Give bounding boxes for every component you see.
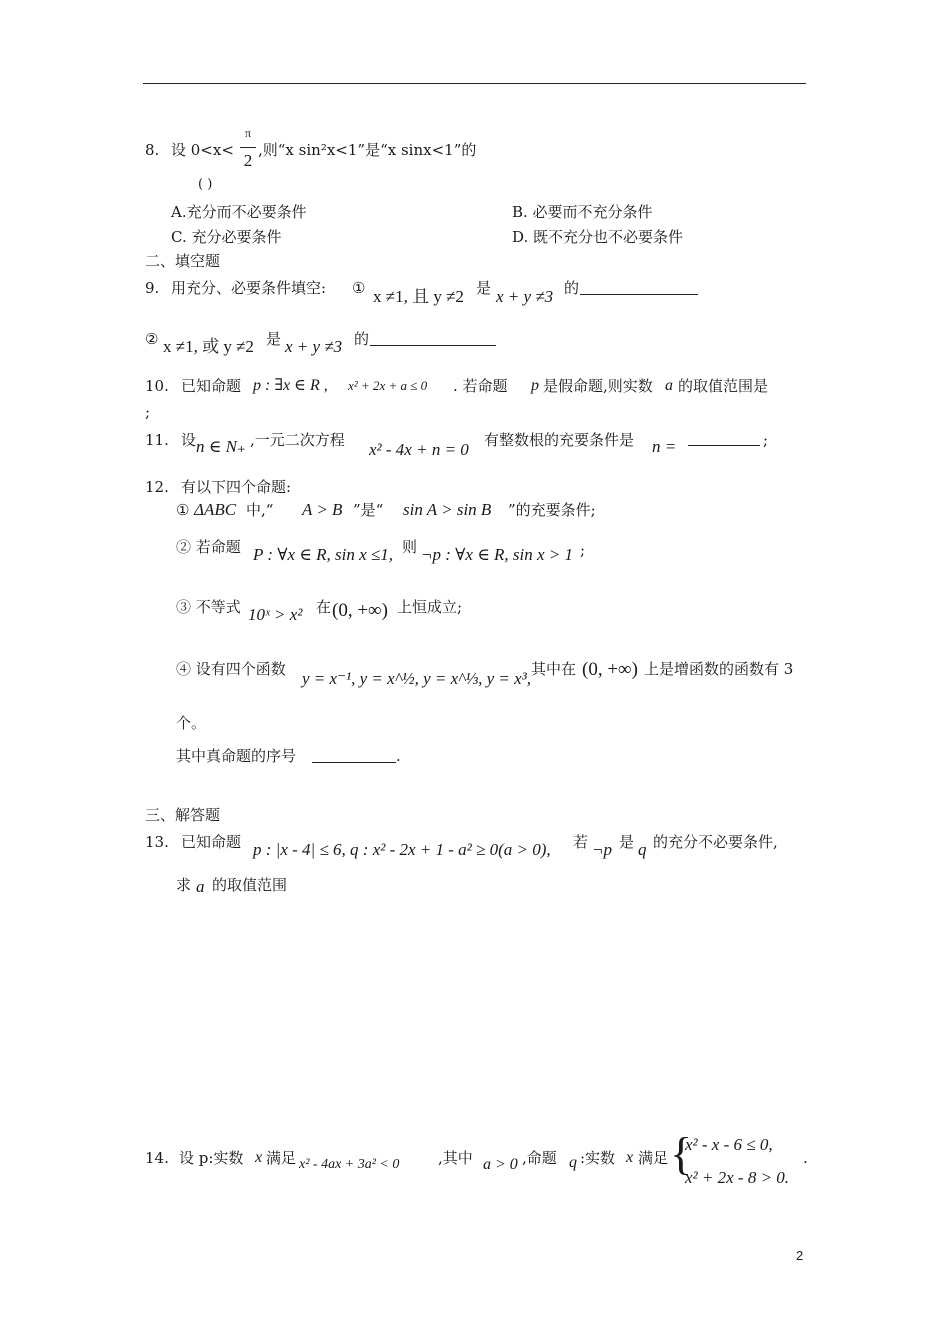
q12-s3-ineq: 10ˣ > x² <box>248 605 303 624</box>
q8-number: 8. <box>145 141 160 159</box>
q12-answer-prompt: 其中真命题的序号 <box>176 747 297 765</box>
q9-de-1: 的 <box>564 279 580 297</box>
q8-frac-bar <box>240 147 256 148</box>
q13-text-3: 是 <box>619 833 635 851</box>
q8-stem-prefix: 设 0<x< <box>171 141 234 159</box>
q10-text-3: 是假命题,则实数 <box>543 377 653 395</box>
q9-lead: 用充分、必要条件填空: <box>171 279 327 297</box>
q9-circle-1: ① <box>352 279 366 297</box>
q13-number: 13. <box>145 833 169 851</box>
q11-answer-blank <box>688 431 760 446</box>
q8-stem-suffix: ,则“x sin²x<1”是“x sinx<1”的 <box>258 141 477 159</box>
q14-x-1: x <box>255 1149 263 1166</box>
q12-s3-c: 上恒成立; <box>397 598 463 616</box>
q10-inequality: x² + 2x + a ≤ 0 <box>348 378 428 393</box>
q13-not-p: ¬p <box>592 840 612 859</box>
q12-s4-functions: y = x⁻¹, y = x^½, y = x^⅓, y = x³, <box>302 669 532 688</box>
q8-option-d: D. 既不充分也不必要条件 <box>512 228 684 246</box>
q9-condition-2: x ≠1, 或 y ≠2 <box>163 337 254 356</box>
q14-text-2: 满足 <box>266 1149 297 1167</box>
q8-option-a: A.充分而不必要条件 <box>171 203 307 221</box>
q8-frac-numerator: π <box>244 126 252 140</box>
section-3-heading: 三、解答题 <box>145 806 221 824</box>
q12-s3-b: 在 <box>316 598 332 616</box>
q9-is-1: 是 <box>476 279 492 297</box>
q8-frac-denominator: 2 <box>243 151 253 170</box>
q12-s2-c: ; <box>580 541 586 559</box>
q9-de-2: 的 <box>354 330 370 348</box>
q12-s2-negation: ¬p : ∀x ∈ R, sin x > 1 <box>421 545 574 564</box>
q10-text-5: ; <box>145 403 151 421</box>
q14-text-7: . <box>803 1149 808 1167</box>
q13-a: a <box>196 877 205 896</box>
q12-s1-d: ”的充要条件; <box>508 501 596 519</box>
q12-answer-blank <box>312 748 396 763</box>
q12-s2-a: ② 若命题 <box>176 538 241 556</box>
q13-text-5: 求 <box>176 876 192 894</box>
header-rule <box>143 83 806 84</box>
q12-s3-interval: (0, +∞) <box>332 600 388 621</box>
q14-inequality: x² - 4ax + 3a² < 0 <box>299 1157 400 1172</box>
q13-q: q <box>638 840 647 859</box>
q13-text-4: 的充分不必要条件, <box>653 833 778 851</box>
q10-text-2: . 若命题 <box>453 377 508 395</box>
q14-x-2: x <box>626 1149 634 1166</box>
q12-s4-d: 个。 <box>176 714 207 732</box>
section-2-heading: 二、填空题 <box>145 252 221 270</box>
q13-text-1: 已知命题 <box>181 833 242 851</box>
q13-conditions: p : |x - 4| ≤ 6, q : x² - 2x + 1 - a² ≥ 0(a > 0), <box>253 840 551 859</box>
q9-target-1: x + y ≠3 <box>496 287 554 306</box>
q12-s1-b: 中,“ <box>246 501 274 519</box>
q14-text-3: ,其中 <box>438 1149 473 1167</box>
q12-s1-triangle: ΔABC <box>194 500 237 519</box>
q12-s4-interval: (0, +∞) <box>582 659 638 680</box>
q14-system-row-1: x² - x - 6 ≤ 0, <box>685 1135 773 1154</box>
q9-answer-blank-1 <box>580 280 698 295</box>
q12-s2-b: 则 <box>402 538 418 556</box>
q14-text-1: 设 p:实数 <box>179 1149 244 1167</box>
q9-answer-blank-2 <box>370 331 496 346</box>
q13-text-6: 的取值范围 <box>212 876 288 894</box>
q12-answer-end: . <box>396 747 401 765</box>
q9-condition-1: x ≠1, 且 y ≠2 <box>373 287 464 306</box>
q10-p: p <box>531 377 539 394</box>
q12-s4-c: 上是增函数的函数有 3 <box>644 660 794 678</box>
q8-option-b: B. 必要而不充分条件 <box>512 203 653 221</box>
q10-text-1: 已知命题 <box>181 377 242 395</box>
q9-is-2: 是 <box>266 330 282 348</box>
q13-text-2: 若 <box>573 833 589 851</box>
q12-s1-c: ”是“ <box>353 501 384 519</box>
q11-number: 11. <box>145 431 169 449</box>
q14-text-5: :实数 <box>580 1149 616 1167</box>
q12-lead: 有以下四个命题: <box>181 478 292 496</box>
q12-s1-a: ① <box>176 501 190 519</box>
q10-text-4: 的取值范围是 <box>678 377 769 395</box>
q9-circle-2: ② <box>145 330 159 348</box>
q11-text-4: ; <box>763 431 769 449</box>
q11-n-equals: n = <box>652 437 677 456</box>
q12-s2-prop: P : ∀x ∈ R, sin x ≤1, <box>253 545 393 564</box>
page-number: 2 <box>796 1248 804 1263</box>
q14-q: q <box>569 1154 577 1171</box>
q14-system-brace: { <box>670 1128 693 1179</box>
q10-number: 10. <box>145 377 169 395</box>
q12-s3-a: ③ 不等式 <box>176 598 241 616</box>
q12-s1-sin: sin A > sin B <box>403 500 492 519</box>
q9-number: 9. <box>145 279 160 297</box>
q12-s4-b: 其中在 <box>531 660 577 678</box>
q14-text-6: 满足 <box>638 1149 669 1167</box>
q14-a-pos: a > 0 <box>483 1156 518 1173</box>
q8-answer-paren: ( ) <box>198 177 213 192</box>
q8-option-c: C. 充分必要条件 <box>171 228 282 246</box>
q10-a: a <box>665 377 673 394</box>
q12-s4-a: ④ 设有四个函数 <box>176 660 286 678</box>
q11-text-2: ,一元二次方程 <box>250 431 345 449</box>
q11-text-3: 有整数根的充要条件是 <box>484 431 635 449</box>
q9-target-2: x + y ≠3 <box>285 337 343 356</box>
q14-text-4: ,命题 <box>522 1149 557 1167</box>
q12-number: 12. <box>145 478 169 496</box>
q14-system-row-2: x² + 2x - 8 > 0. <box>685 1168 790 1187</box>
q11-n-domain: n ∈ N₊ <box>196 437 246 456</box>
q10-proposition: p : ∃x ∈ R , <box>253 377 328 394</box>
q12-s1-AB: A > B <box>302 500 343 519</box>
q14-number: 14. <box>145 1149 169 1167</box>
q11-text-1: 设 <box>181 431 197 449</box>
q11-equation: x² - 4x + n = 0 <box>369 440 469 459</box>
